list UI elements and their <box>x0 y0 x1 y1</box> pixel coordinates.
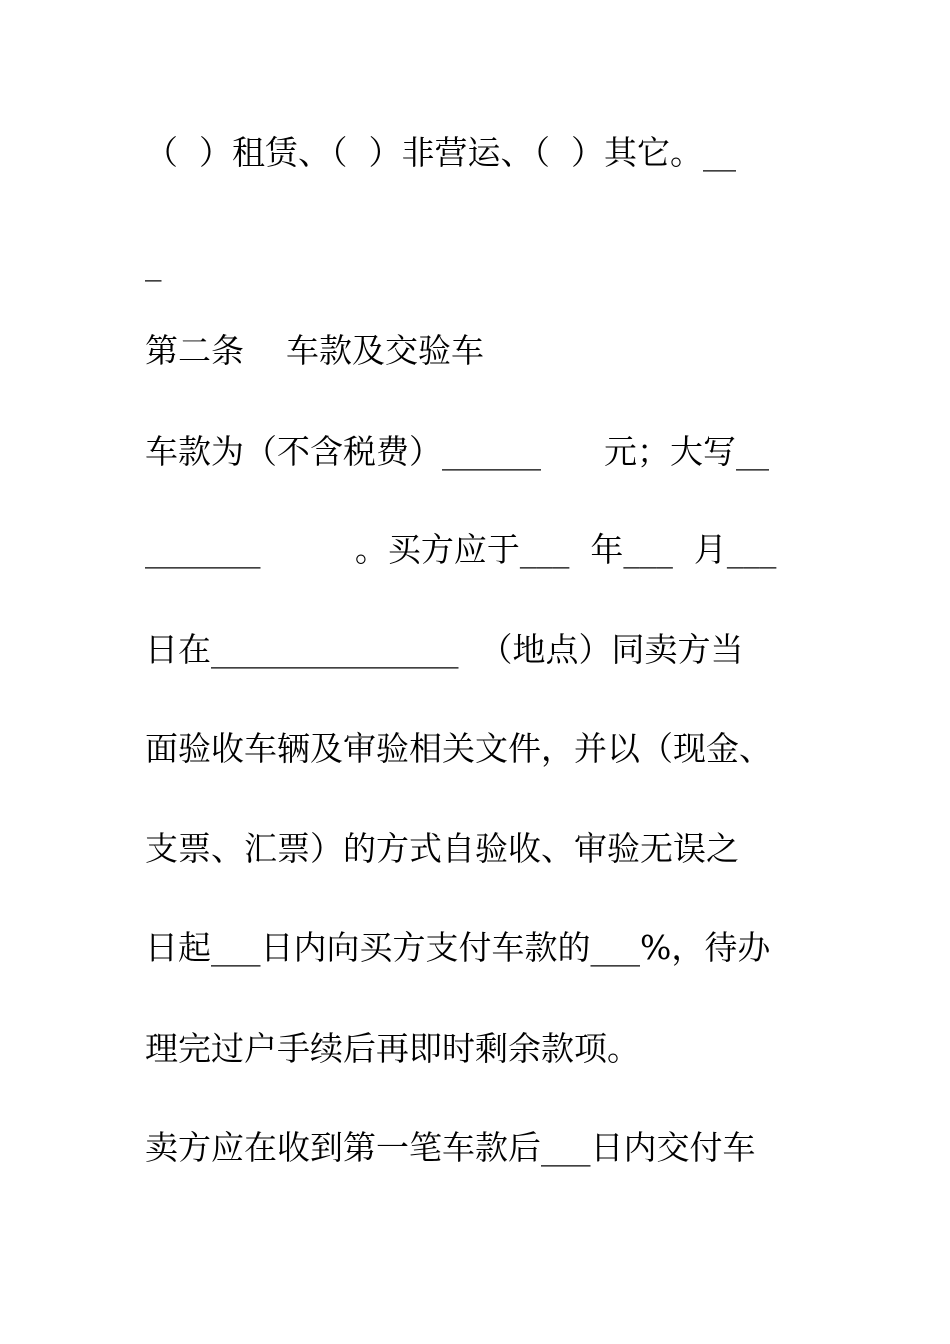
text-line-location: 日在_______________ （地点）同卖方当 <box>145 630 744 669</box>
text-line-blank-continuation: _ <box>145 243 162 282</box>
text-line-vehicle-use-options: （ ）租赁、（ ）非营运、（ ）其它。__ <box>145 133 736 172</box>
text-line-price: 车款为（不含税费）______ 元；大写__ <box>145 432 769 471</box>
text-line-remaining-payment: 理完过户手续后再即时剩余款项。 <box>145 1029 640 1068</box>
section-heading-article-2: 第二条 车款及交验车 <box>145 331 484 370</box>
text-line-date: _______ 。买方应于___ 年___ 月___ <box>145 530 777 569</box>
text-line-payment-method: 支票、汇票）的方式自验收、审验无误之 <box>145 829 739 868</box>
text-line-delivery: 卖方应在收到第一笔车款后___日内交付车 <box>145 1128 756 1167</box>
text-line-payment-terms: 日起___日内向买方支付车款的___%，待办 <box>145 928 771 967</box>
text-line-inspection: 面验收车辆及审验相关文件，并以（现金、 <box>145 729 772 768</box>
